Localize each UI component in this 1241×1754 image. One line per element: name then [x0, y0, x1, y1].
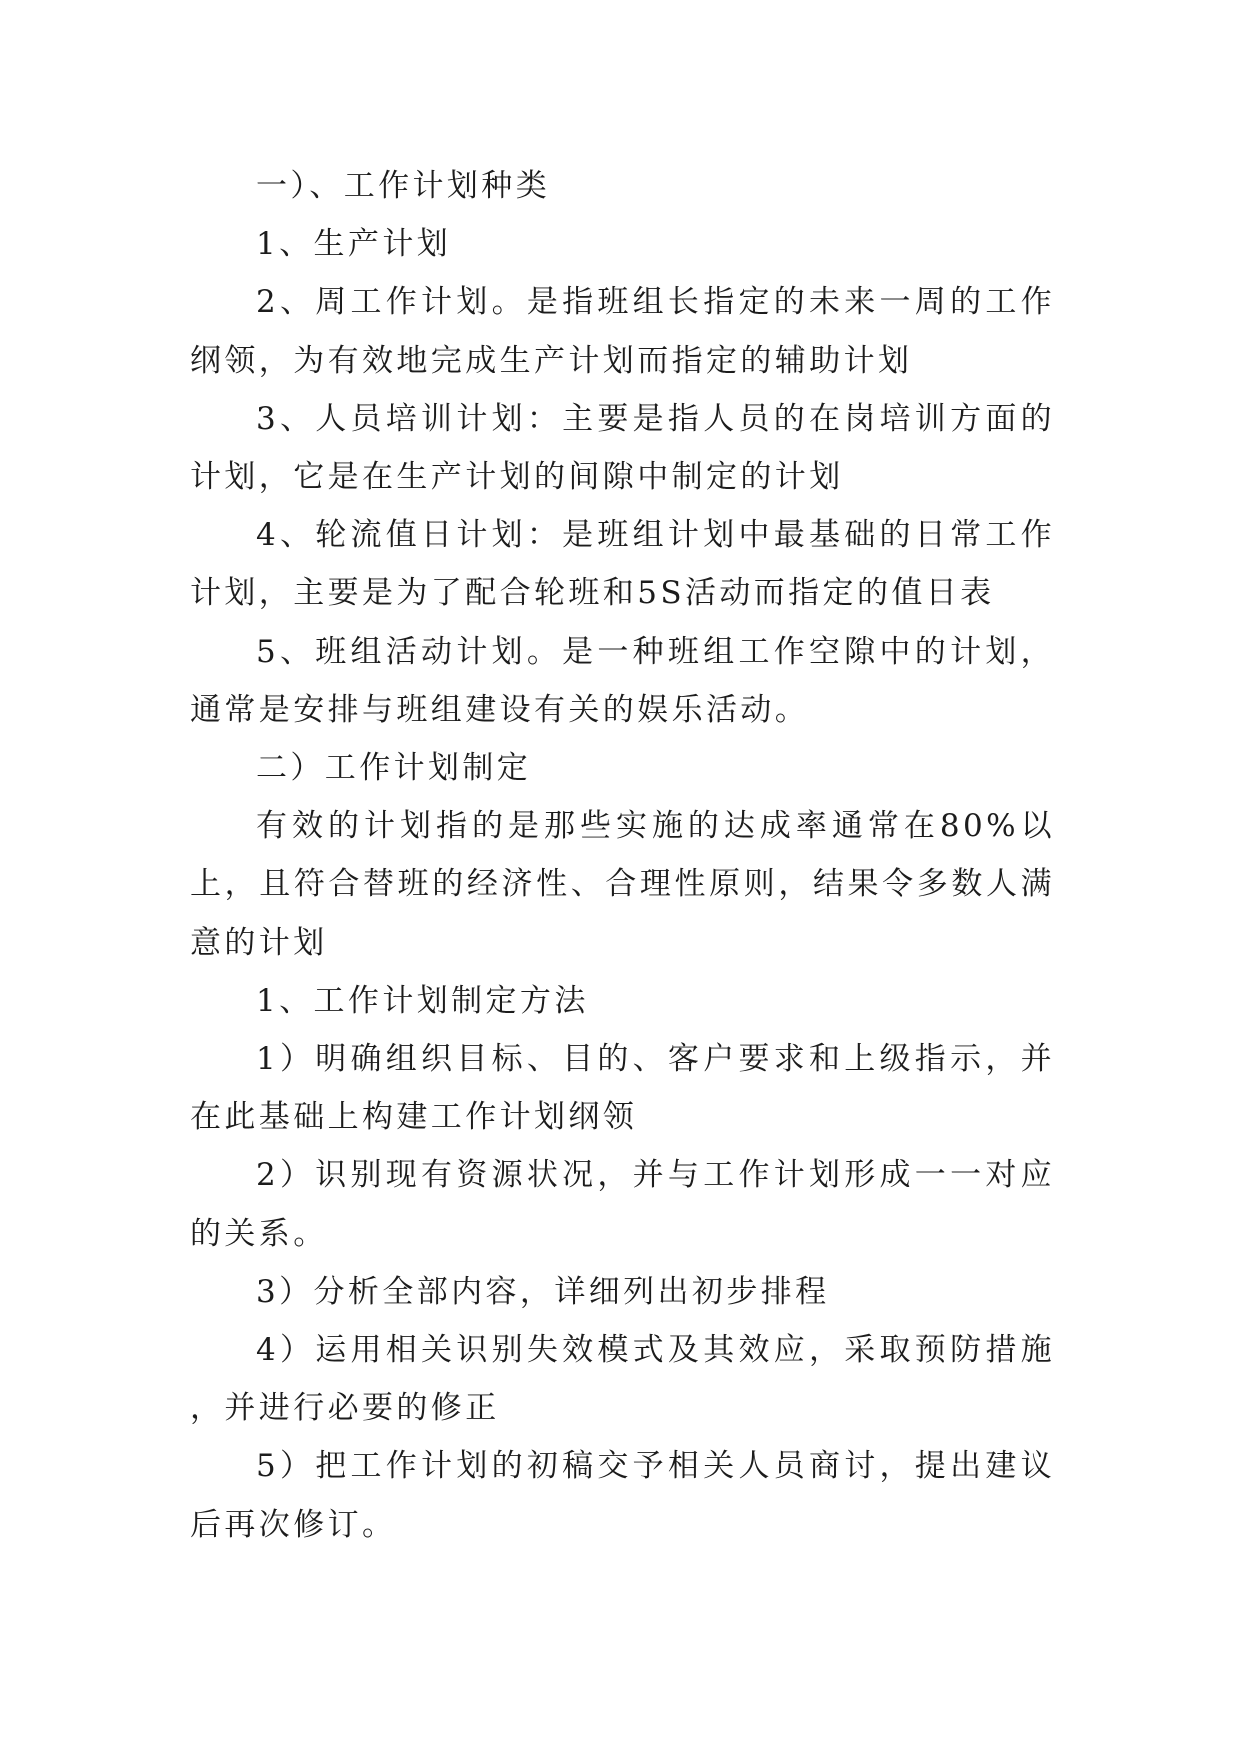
list-item-training-plan: 3、人员培训计划：主要是指人员的在岗培训方面的计划，它是在生产计划的间隙中制定的计划	[190, 400, 1055, 496]
method-step-2: 2）识别现有资源状况，并与工作计划形成一一对应的关系。	[190, 1157, 1055, 1252]
section-heading-plan-types: 一）、工作计划种类	[256, 168, 551, 204]
subheading-plan-methods: 1、工作计划制定方法	[256, 982, 589, 1019]
document-body	[190, 157, 1055, 1554]
list-item-production-plan: 1、生产计划	[256, 226, 452, 263]
list-item-duty-plan: 4、轮流值日计划：是班组计划中最基础的日常工作计划，主要是为了配合轮班和5S活动而指定的值日表	[190, 517, 1055, 612]
list-item-weekly-plan: 2、周工作计划。是指班组长指定的未来一周的工作纲领，为有效地完成生产计划而指定的辅助计划	[190, 284, 1055, 379]
method-step-1: 1）明确组织目标、目的、客户要求和上级指示，并在此基础上构建工作计划纲领	[190, 1041, 1055, 1136]
effective-plan-definition: 有效的计划指的是那些实施的达成率通常在80%以上，且符合替班的经济性、合理性原则，结果令多数人满意的计划	[190, 808, 1055, 961]
section-heading-plan-making: 二）工作计划制定	[256, 750, 532, 787]
method-step-3: 3）分析全部内容，详细列出初步排程	[256, 1273, 830, 1310]
method-step-4: 4）运用相关识别失效模式及其效应，采取预防措施，并进行必要的修正	[190, 1332, 1055, 1427]
method-step-5: 5）把工作计划的初稿交予相关人员商讨，提出建议后再次修订。	[190, 1448, 1055, 1543]
list-item-activity-plan: 5、班组活动计划。是一种班组工作空隙中的计划，通常是安排与班组建设有关的娱乐活动。	[190, 633, 1055, 728]
